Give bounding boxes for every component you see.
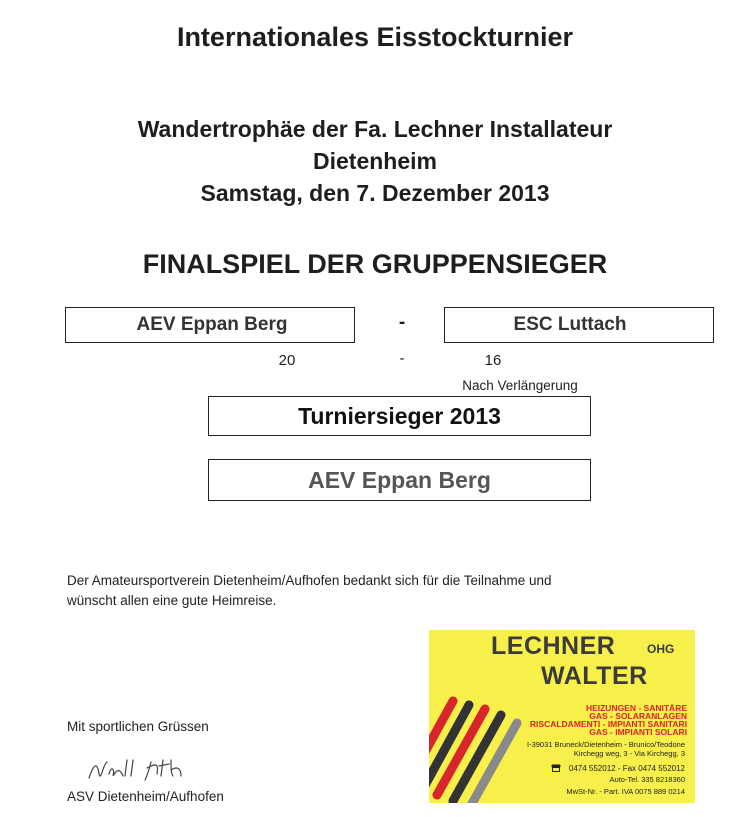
- club-name: ASV Dietenheim/Aufhofen: [67, 789, 224, 804]
- team1-score: 20: [278, 352, 296, 369]
- handwritten-signature: [85, 752, 195, 784]
- sponsor-logo-stripes: [429, 685, 539, 803]
- thanks-line-2: wünscht allen eine gute Heimreise.: [67, 593, 277, 608]
- greeting: Mit sportlichen Grüssen: [67, 719, 209, 734]
- winner-title-box: [208, 396, 591, 436]
- match-separator: -: [398, 312, 406, 333]
- final-heading: FINALSPIEL DER GRUPPENSIEGER: [142, 249, 608, 279]
- team1-box: [65, 307, 355, 343]
- team2-box: [444, 307, 714, 343]
- trophy-line-1: Wandertrophäe der Fa. Lechner Installateur: [137, 116, 613, 142]
- team1-name: AEV Eppan Berg: [136, 314, 288, 335]
- sponsor-auto-tel: Auto-Tel. 335 8218360: [609, 775, 685, 784]
- sponsor-name-line-1: LECHNER: [491, 632, 616, 660]
- winner-title: Turniersieger 2013: [298, 402, 501, 429]
- sponsor-service-3: RISCALDAMENTI - IMPIANTI SANITARI: [529, 719, 687, 729]
- trophy-line-2: Dietenheim: [313, 148, 437, 174]
- winner-team: AEV Eppan Berg: [308, 466, 491, 493]
- score-separator: -: [399, 350, 405, 367]
- sponsor-service-4: GAS - IMPIANTI SOLARI: [589, 727, 687, 737]
- sponsor-address-2: Kirchegg weg, 3 - Via Kirchegg, 3: [573, 749, 685, 758]
- winner-box: [208, 459, 591, 501]
- thanks-line-1: Der Amateursportverein Dietenheim/Aufhofen bedankt sich für die Teilnahme und: [67, 573, 552, 588]
- document-title: Internationales Eisstockturnier: [176, 22, 574, 52]
- sponsor-vat: MwSt-Nr. - Part. IVA 0075 889 0214: [566, 787, 685, 796]
- sponsor-service-2: GAS - SOLARANLAGEN: [589, 711, 687, 721]
- sponsor-card: [429, 630, 695, 803]
- phone-icon: [551, 764, 561, 772]
- sponsor-suffix: OHG: [647, 642, 675, 656]
- sponsor-name-line-2: WALTER: [541, 662, 648, 690]
- sponsor-phone: 0474 552012 - Fax 0474 552012: [568, 764, 685, 773]
- team2-name: ESC Luttach: [513, 314, 627, 335]
- event-date: Samstag, den 7. Dezember 2013: [200, 180, 550, 206]
- sponsor-service-1: HEIZUNGEN - SANITÄRE: [585, 703, 687, 713]
- team2-score: 16: [484, 352, 502, 369]
- overtime-note: Nach Verlängerung: [462, 378, 578, 393]
- thanks-paragraph: [67, 571, 667, 611]
- sponsor-address-1: I-39031 Bruneck/Dietenheim - Brunico/Teodone: [526, 740, 685, 749]
